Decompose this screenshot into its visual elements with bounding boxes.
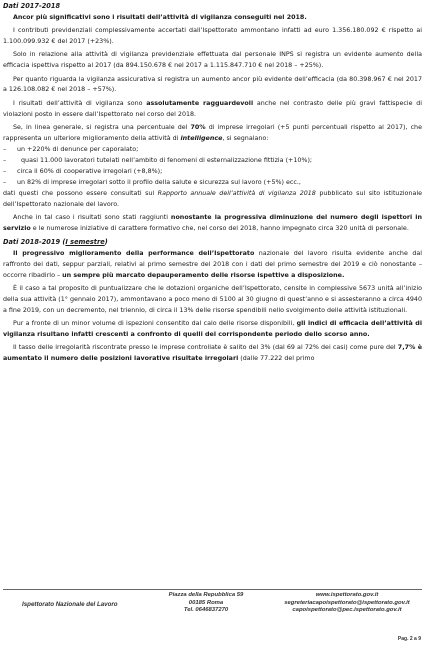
dash-bullet: –: [3, 156, 7, 164]
footer-email-link[interactable]: segreteriacapoispettorato@ispettorato.gov.it: [284, 599, 410, 606]
footer-address: [150, 592, 262, 615]
bold-text: assolutamente ragguardevoli: [146, 99, 254, 107]
footer-pec-link[interactable]: capoispettorato@pec.ispettorato.gov.it: [292, 607, 402, 614]
footer-phone: Tel. 0646837270: [183, 607, 229, 614]
list-item-text: circa il 60% di cooperative irregolari (+8,8%);: [17, 167, 163, 175]
list-item: [3, 156, 422, 167]
bold-text: gli indici di efficacia dell’attività di vigilanza risultano infatti crescenti a confronto di quelli del corrispondente periodo dello scorso anno.: [3, 320, 422, 339]
dash-bullet: –: [3, 167, 7, 175]
page-number: Pag. 2 a 9: [397, 636, 421, 642]
bold-text: un sempre più marcato depauperamento delle risorse ispettive a disposizione.: [62, 271, 345, 279]
bold-text: 7,7% è aumentato il numero delle posizioni lavorative risultate irregolari: [3, 344, 423, 363]
text-run: anche nel contrasto delle più gravi fattispecie di violazioni posto in essere dall’Ispettorato nel corso del 2018.: [3, 99, 422, 118]
bold-text: 70%: [190, 124, 206, 132]
paragraph-dotazioni: È il caso a tal proposito di puntualizzare che le dotazioni organiche dell’Ispettorato, censite in complessive 5673 unità all’inizio della sua attività (1° gennaio 2017), ammontavano a poco meno di 5100 al 30 giugno di quest’anno e si assesteranno a circa 4940 a fine 2019, con un decremento, nel triennio, di circa il 13% delle risorse spendibili nello svolgimento delle attività istituzionali.: [3, 284, 422, 314]
italic-text: intelligence: [180, 135, 223, 143]
footer-address-line: 00185 Roma: [188, 599, 224, 606]
paragraph-risultati: [3, 99, 422, 121]
footer-organization: Ispettorato Nazionale del Lavoro: [22, 601, 118, 608]
list-item: [3, 145, 422, 156]
paragraph-inps: Solo in relazione alla attività di vigilanza previdenziale effettuata dal personale INPS si registra un evidente aumento della efficacia ispettiva rispetto al 2017 (da 894.150.678 € nel 2017 a 1.115.847.710 € nel 2018 – +25%).: [3, 51, 422, 70]
page-footer: [0, 589, 425, 654]
footer-divider: [3, 589, 422, 590]
text-run: pubblicato sul sito istituzionale dell’Ispettorato nazionale del lavoro.: [3, 189, 422, 208]
text-run: nazionale del lavoro risulta evidente anche dal raffronto dei dati, seppur parziali, relativi al primo semestre del 2018 con i dati del primo semestre del 2019 e ciò nonostante – occorre ribadirlo –: [3, 249, 422, 279]
italic-text: Rapporto annuale dell’attività di vigilanza 2018: [157, 189, 316, 197]
footer-website-link[interactable]: www.ispettorato.gov.it: [315, 592, 379, 598]
text-run: (dalle 77.222 del primo: [238, 355, 315, 363]
paragraph-percentuale: [3, 123, 422, 145]
dash-bullet: –: [3, 178, 7, 186]
paragraph-intro: Ancor più significativi sono i risultati dell’attività di vigilanza conseguiti nel 2018.: [13, 13, 307, 21]
text-run: , si segnalano:: [222, 135, 269, 143]
list-item: [3, 167, 422, 178]
text-run: dati questi che possono essere consultati sul: [3, 189, 158, 197]
text-run: e le numerose iniziative di carattere formativo che, nel corso del 2018, hanno impegnato circa 320 unità di personale.: [30, 224, 409, 232]
paragraph-performance: [3, 249, 422, 282]
section-heading-2018-2019: [3, 237, 422, 249]
paragraph-ispezioni: [3, 319, 422, 341]
paragraph-assicurativa: Per quanto riguarda la vigilanza assicurativa si registra un aumento ancor più evidente dell’efficacia (da 80.398.967 € nel 2017 a 126.108.082 € nel 2018 – +57%).: [3, 75, 422, 94]
bold-text: Il progressivo miglioramento della performance dell’Ispettorato: [13, 249, 255, 257]
paragraph-nonostante: [3, 213, 422, 235]
footer-address-line: Piazza della Repubblica 59: [168, 592, 244, 598]
section-heading-2017-2018: Dati 2017-2018: [3, 2, 61, 10]
text-run: Pur a fronte di un minor volume di ispezioni consentito dal calo delle risorse disponibili,: [13, 320, 297, 328]
list-item-text: quasi 11.000 lavoratori tutelati nell’ambito di fenomeni di esternalizzazione fittizia (+10%);: [17, 156, 313, 164]
list-item: [3, 178, 422, 189]
text-run: Anche in tal caso i risultati sono stati raggiunti: [13, 213, 171, 221]
text-run: di imprese irregolari (+5 punti percentuali rispetto al 2017), che rappresenta un ulteriore miglioramento della attività di: [3, 124, 422, 143]
paragraph-rapporto: [3, 189, 422, 211]
list-item-text: un +220% di denunce per caporalato;: [17, 145, 139, 153]
bullet-list: [3, 145, 422, 189]
text-run: I risultati dell’attività di vigilanza sono: [13, 99, 147, 107]
bold-text: nonostante la progressiva diminuzione del numero degli ispettori in servizio: [3, 213, 422, 232]
text-run: Dati 2018-2019 (: [3, 238, 66, 247]
document-body: [3, 1, 422, 365]
text-run: Il tasso delle irregolarità riscontrate presso le imprese controllate è salito del 3% (dal 69 al 72% dei casi) come pure del: [13, 344, 398, 352]
text-run: ): [104, 238, 108, 247]
paragraph-contributi: I contributi previdenziali complessivamente accertati dall’Ispettorato ammontano infatti ad euro 1.356.180.092 € rispetto ai 1.100.099.932 € del 2017 (+23%).: [3, 26, 422, 45]
footer-contacts: [272, 592, 422, 615]
paragraph-irregolarita: [3, 343, 422, 365]
dash-bullet: –: [3, 145, 7, 153]
text-run: Se, in linea generale, si registra una percentuale del: [13, 124, 191, 132]
underlined-text: I semestre: [65, 238, 105, 247]
list-item-text: un 82% di imprese irregolari sotto il profilo della salute e sicurezza sul lavoro (+5%) ecc.,: [17, 178, 301, 186]
